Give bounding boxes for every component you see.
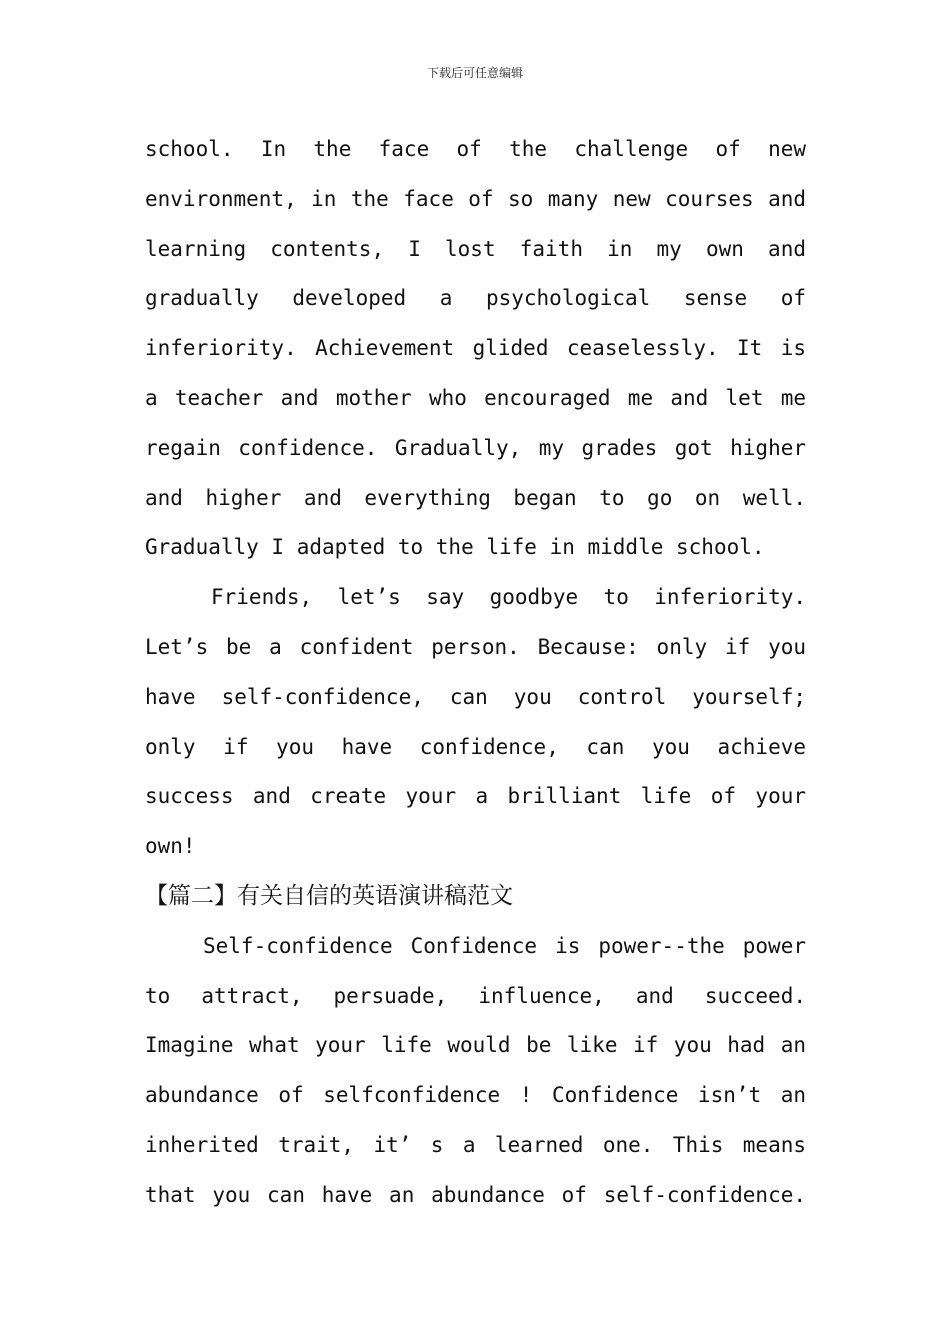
text-line: Self-confidence Confidence is power--the power: [203, 933, 806, 958]
text-line: to attract, persuade, influence, and succeed.: [145, 983, 806, 1008]
text-line: Imagine what your life would be like if you had an: [145, 1033, 806, 1058]
text-line: Let’s be a confident person. Because: only if you: [145, 634, 806, 659]
text-line: success and create your a brilliant life of your: [145, 784, 806, 809]
text-line: environment, in the face of so many new courses and: [145, 186, 806, 211]
page-header-note: 下载后可任意编辑: [426, 66, 523, 80]
text-line: Gradually I adapted to the life in middle school.: [145, 535, 765, 560]
text-line: that you can have an abundance of self-confidence.: [145, 1182, 806, 1207]
paragraph-1: [145, 125, 806, 573]
text-line: a teacher and mother who encouraged me and let me: [145, 385, 806, 410]
text-line: own!: [145, 834, 196, 859]
text-line: regain confidence. Gradually, my grades got higher: [145, 435, 806, 460]
paragraph-2: [145, 573, 806, 872]
text-line: and higher and everything began to go on well.: [145, 485, 806, 510]
document-body: [145, 125, 806, 1221]
text-line: inferiority. Achievement glided ceaselessly. It is: [145, 336, 806, 361]
paragraph-3: [145, 922, 806, 1221]
text-line: gradually developed a psychological sense of: [145, 286, 806, 311]
text-line: only if you have confidence, can you achieve: [145, 734, 806, 759]
text-line: inherited trait, it’ s a learned one. This means: [145, 1132, 806, 1157]
text-line: learning contents, I lost faith in my own and: [145, 236, 806, 261]
section-heading: 【篇二】有关自信的英语演讲稿范文: [145, 882, 513, 909]
text-line: school. In the face of the challenge of new: [145, 137, 806, 161]
text-line: Friends, let’s say goodbye to inferiority.: [211, 585, 806, 610]
text-line: have self-confidence, can you control yourself;: [145, 684, 806, 709]
text-line: abundance of selfconfidence ! Confidence isn’t an: [145, 1083, 806, 1108]
